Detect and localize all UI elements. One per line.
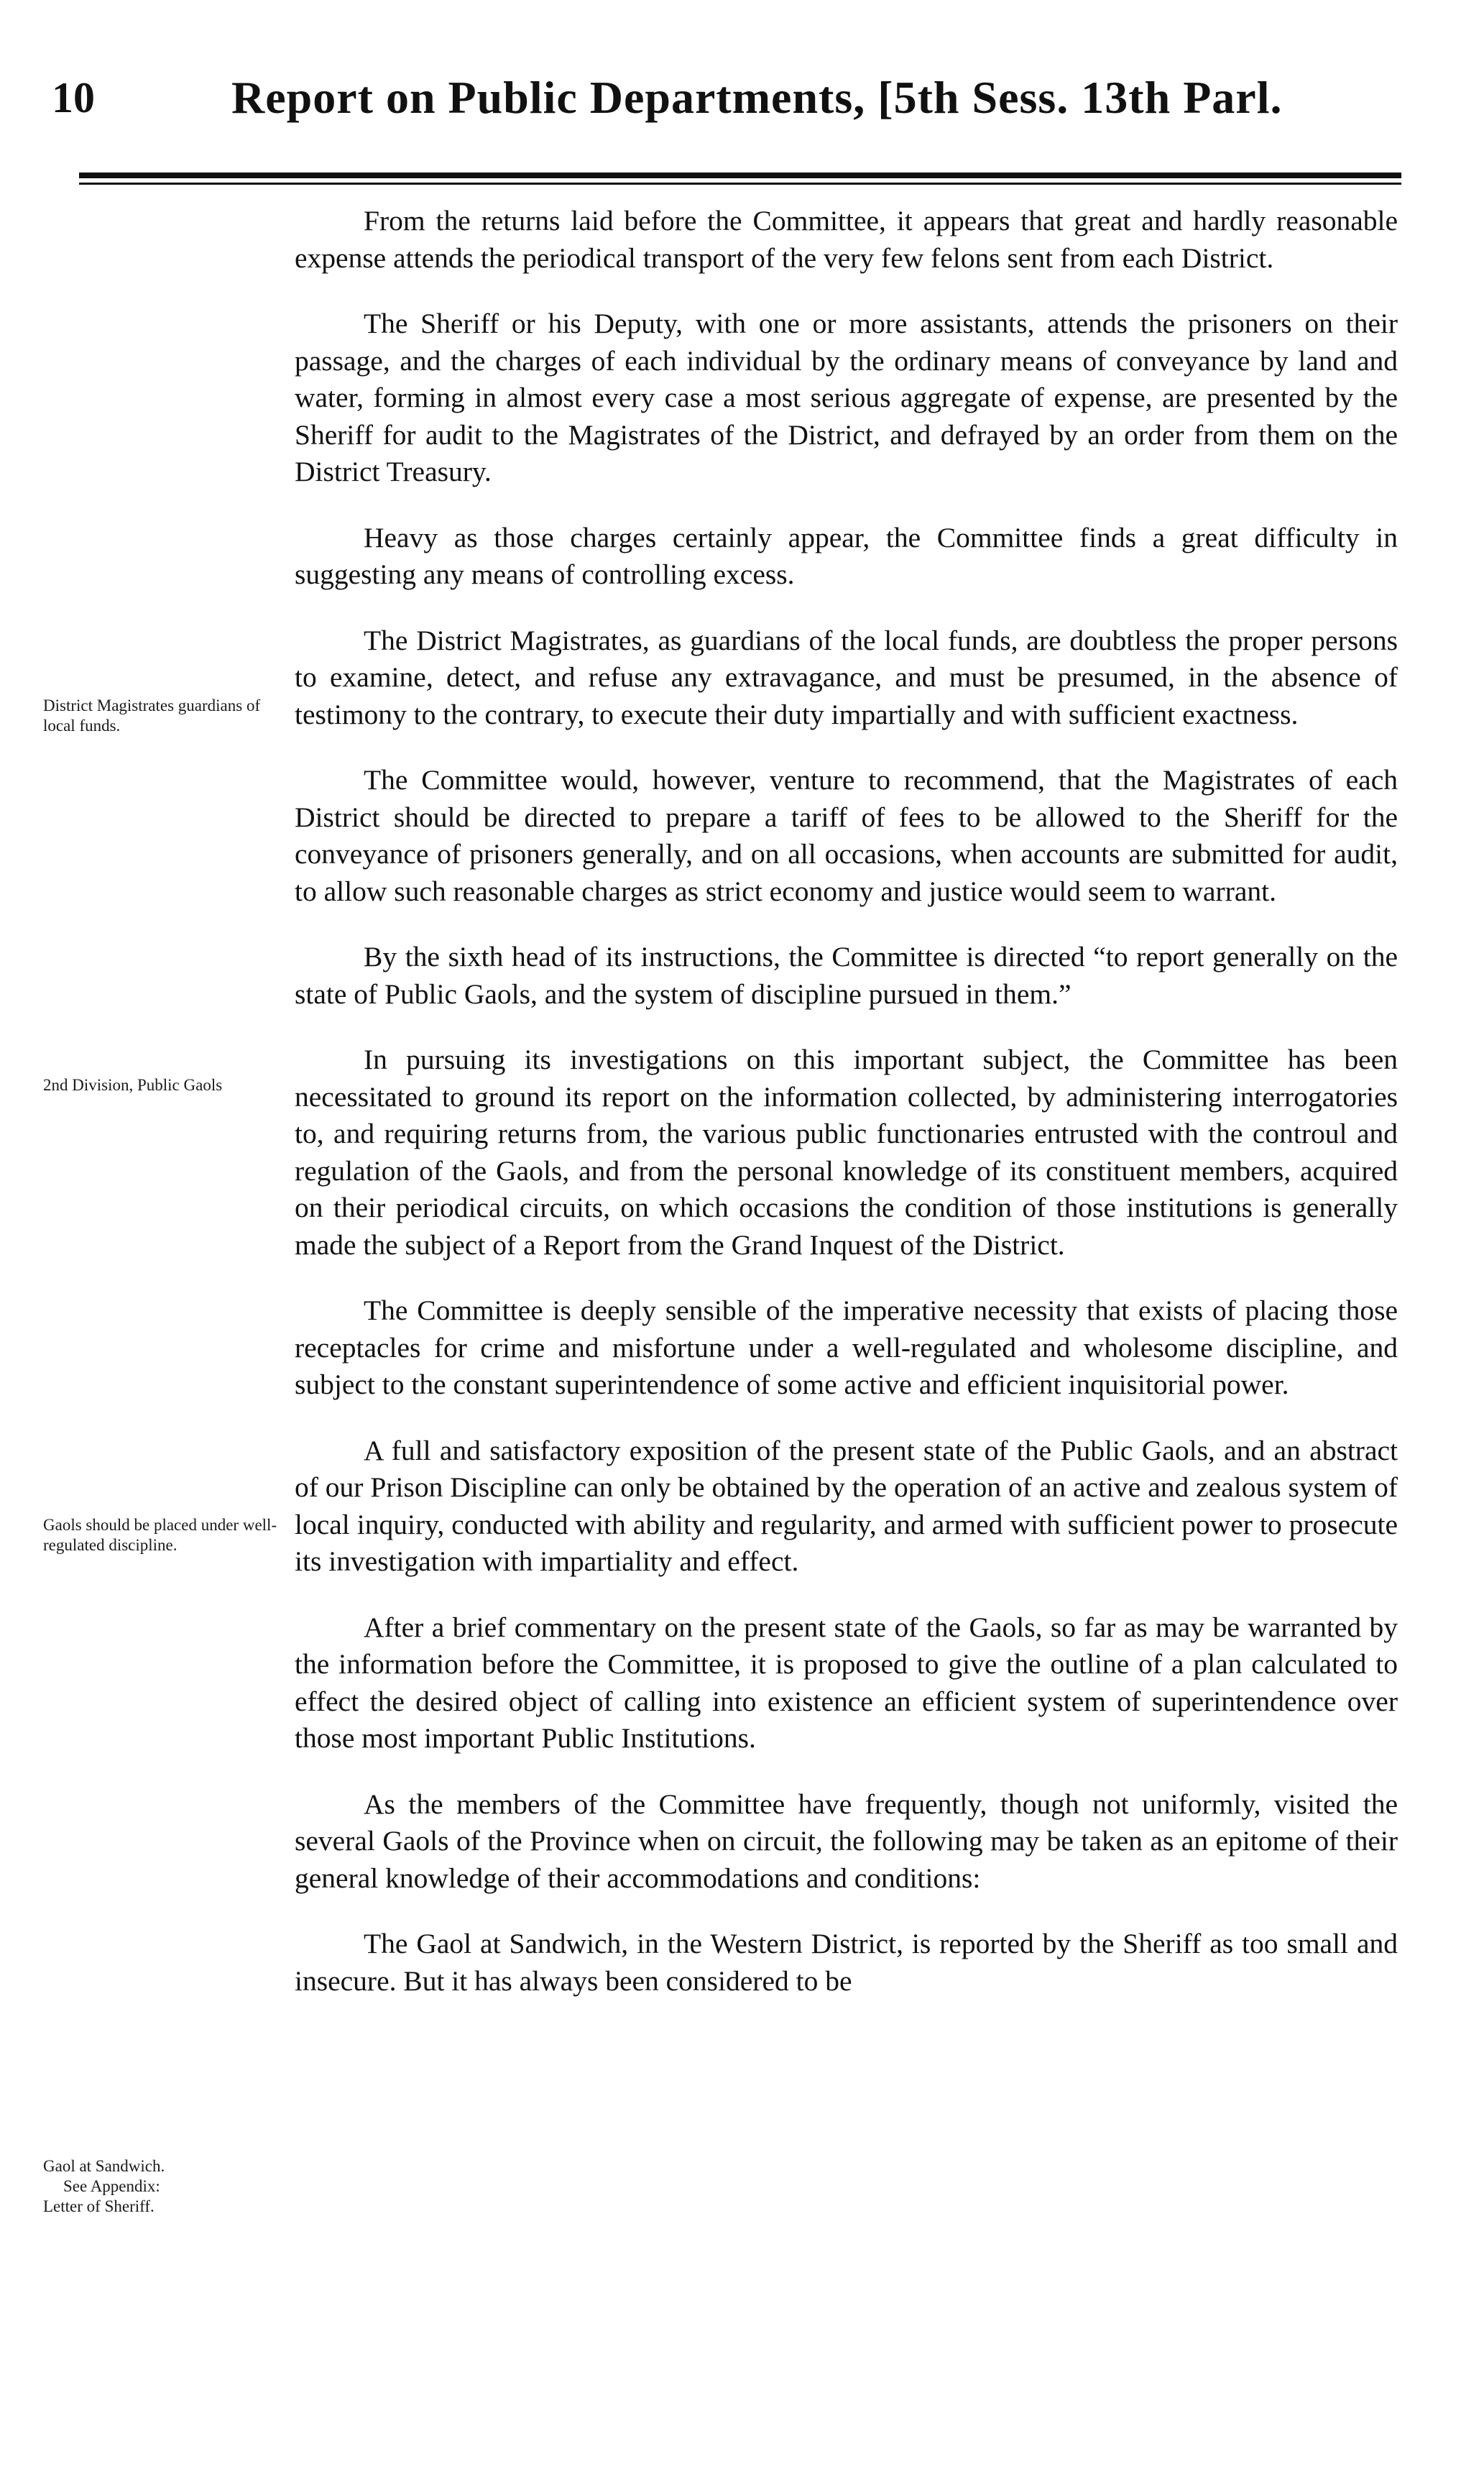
paragraph: The Gaol at Sandwich, in the Western District, is reported by the Sheriff as too small and insecure. But it has always been considered to be — [295, 1928, 1398, 1997]
margin-note-gaol-sandwich — [43, 2156, 280, 2217]
paragraph: From the returns laid before the Committee, it appears that great and hardly reasonable expense attends the periodical transport of the very few felons sent from each District. — [295, 205, 1398, 274]
paragraph: Heavy as those charges certainly appear, the Committee finds a great difficulty in suggesting any means of controlling excess. — [295, 521, 1398, 590]
paragraph: After a brief commentary on the present state of the Gaols, so far as may be warranted by the information before the Committee, it is proposed to give the outline of a plan calculated to effect the desired object of calling into existence an efficient system of superintendence over those most important Public Institutions. — [295, 1611, 1398, 1754]
paragraph: By the sixth head of its instructions, the Committee is directed “to report generally on the state of Public Gaols, and the system of discipline pursued in them.” — [295, 941, 1398, 1010]
paragraph: A full and satisfactory exposition of the present state of the Public Gaols, and an abstract of our Prison Discipline can only be obtained by the operation of an active and zealous system of local inquiry, conducted with ability and regularity, and armed with sufficient power to prosecute its investigation with impartiality and effect. — [295, 1434, 1398, 1577]
body-text — [295, 203, 1398, 2028]
page-number: 10 — [52, 74, 95, 121]
margin-note-sandwich-title: Gaol at Sandwich. — [43, 2157, 165, 2175]
header-rule-thick — [79, 173, 1401, 178]
page-header — [52, 69, 1403, 127]
margin-note-public-gaols: 2nd Division, Public Gaols — [43, 1076, 223, 1094]
paragraph: The District Magistrates, as guardians of the local funds, are doubtless the proper persons to examine, detect, and refuse any extravagance, and must be presumed, in the absence of testimony to the contrary, to execute their duty impartially and with sufficient exactness. — [295, 624, 1398, 730]
header-rule-thin — [79, 183, 1401, 185]
running-title: Report on Public Departments, [5th Sess. 13th Parl. — [231, 72, 1283, 123]
paragraph: The Committee would, however, venture to recommend, that the Magistrates of each District should be directed to prepare a tariff of fees to be allowed to the Sheriff for the conveyance of prisoners generally, and on all occasions, when accounts are submitted for audit, to allow such reasonable charges as strict economy and justice would seem to warrant. — [295, 764, 1398, 907]
margin-note-district-magistrates: District Magistrates guardians of local funds. — [43, 696, 261, 735]
margin-note-see-appendix: See Appendix: — [63, 2177, 160, 2195]
paragraph: As the members of the Committee have frequently, though not uniformly, visited the several Gaols of the Province when on circuit, the following may be taken as an epitome of their general knowledge of their accommodations and conditions: — [295, 1788, 1398, 1894]
paragraph: In pursuing its investigations on this important subject, the Committee has been necessitated to ground its report on the information collected, by administering interrogatories to, and requiring returns from, the various public functionaries entrusted with the controul and regulation of the Gaols, and from the personal knowledge of its constituent members, acquired on their periodical circuits, on which occasions the condition of those institutions is generally made the subject of a Report from the Grand Inquest of the District. — [295, 1044, 1398, 1261]
paragraph: The Sheriff or his Deputy, with one or more assistants, attends the prisoners on their passage, and the charges of each individual by the ordinary means of conveyance by land and water, forming in almost every case a most serious aggregate of expense, are presented by the Sheriff for audit to the Magistrates of the District, and defrayed by an order from them on the District Treasury. — [295, 308, 1398, 487]
paragraph: The Committee is deeply sensible of the imperative necessity that exists of placing those receptacles for crime and misfortune under a well-regulated and wholesome discipline, and subject to the constant superintendence of some active and efficient inquisitorial power. — [295, 1295, 1398, 1400]
margin-note-letter-of-sheriff: Letter of Sheriff. — [43, 2197, 155, 2215]
margin-note-gaol-discipline: Gaols should be placed under well-regulated discipline. — [43, 1516, 277, 1554]
